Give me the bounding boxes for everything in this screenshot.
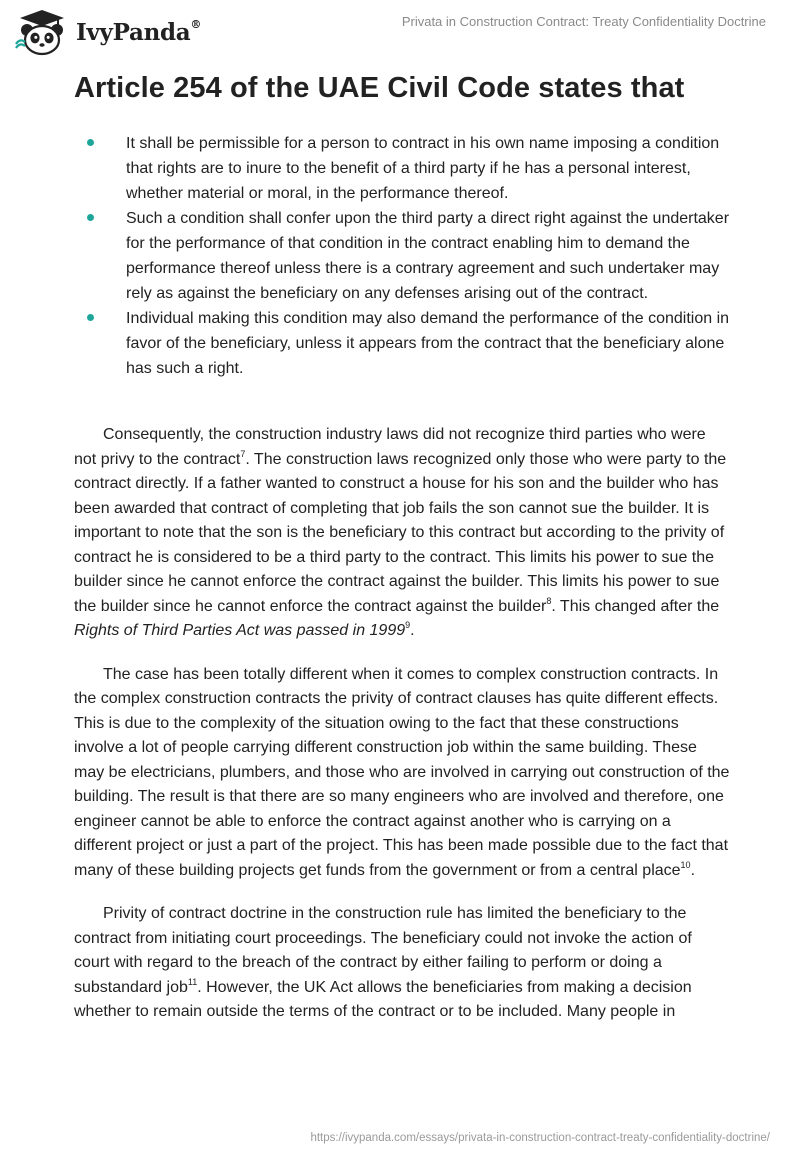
article-body: [74, 423, 730, 1044]
bullet-icon: [87, 139, 94, 146]
footnote-ref[interactable]: 8: [546, 595, 552, 606]
source-url[interactable]: https://ivypanda.com/essays/privata-in-construction-contract-treaty-confidentiality-doctrine/: [310, 1132, 770, 1144]
paragraph: Privity of contract doctrine in the construction rule has limited the beneficiary to the contract from initiating court proceedings. The beneficiary could not invoke the action of court with regard to the breach of the contract by either failing to perform or doing a substandard job$^{11}$. However, the UK Act allows the beneficiaries from making a decision whether to remain outside the terms of the contract or to be included. Many people in: [74, 905, 692, 1020]
logo-wordmark: IvyPanda®: [76, 18, 202, 46]
footnote-ref[interactable]: 10: [680, 859, 691, 870]
document-title: Privata in Construction Contract: Treaty Confidentiality Doctrine: [401, 14, 766, 29]
panda-logo-icon: [14, 8, 70, 56]
list-item: Individual making this condition may also demand the performance of the condition in favor of the beneficiary, unless it appears from the contract that the beneficiary alone has such a right.: [74, 306, 734, 381]
section-heading: Article 254 of the UAE Civil Code states that: [74, 72, 685, 104]
footnote-ref[interactable]: 11: [187, 976, 198, 987]
site-logo[interactable]: [14, 8, 201, 56]
list-item: It shall be permissible for a person to contract in his own name imposing a condition that rights are to inure to the benefit of a third party if he has a personal interest, whether material or moral, in the performance thereof.: [74, 131, 734, 206]
bullet-icon: [87, 314, 94, 321]
paragraph: The case has been totally different when it comes to complex construction contracts. In the complex construction contracts the privity of contract clauses has quite different effects. This is due to the complexity of the situation owing to the fact that these constructions involve a lot of people carrying different construction job within the same building. These may be electricians, plumbers, and those who are involved in carrying out construction of the building. The result is that there are so many engineers who are involved and therefore, one engineer cannot be able to enforce the contract against another who is carrying on a different project or just a part of the project. This has been made possible due to the fact that many of these building projects get funds from the government or from a central place$^{10}$.: [74, 665, 730, 879]
page-header: [0, 0, 800, 64]
bullet-icon: [87, 214, 94, 221]
list-item: Such a condition shall confer upon the third party a direct right against the undertaker for the performance of that condition in the contract enabling him to demand the performance thereof unless there is a contrary agreement and such undertaker may rely as against the beneficiary on any defenses arising out of the contract.: [74, 206, 734, 306]
footnote-ref[interactable]: 9: [405, 620, 411, 630]
paragraph: Consequently, the construction industry laws did not recognize third parties who were not privy to the contract$^7$. The construction laws recognized only those who were party to the contract directly. If a father wanted to construct a house for his son and the builder who has been awarded that contract of completing that job fails the son cannot sue the builder. It is important to note that the son is the beneficiary to this contract but according to the privity of contract he is considered to be a third party to the contract. This limits his power to sue the builder since he cannot enforce the contract against the builder. This limits his power to sue the builder since he cannot enforce the contract against the builder$^8$. This changed after the Rights of Third Parties Act was passed in 1999$^9$.: [74, 426, 727, 639]
footnote-ref[interactable]: 7: [240, 448, 246, 459]
bullet-list: [74, 131, 734, 381]
